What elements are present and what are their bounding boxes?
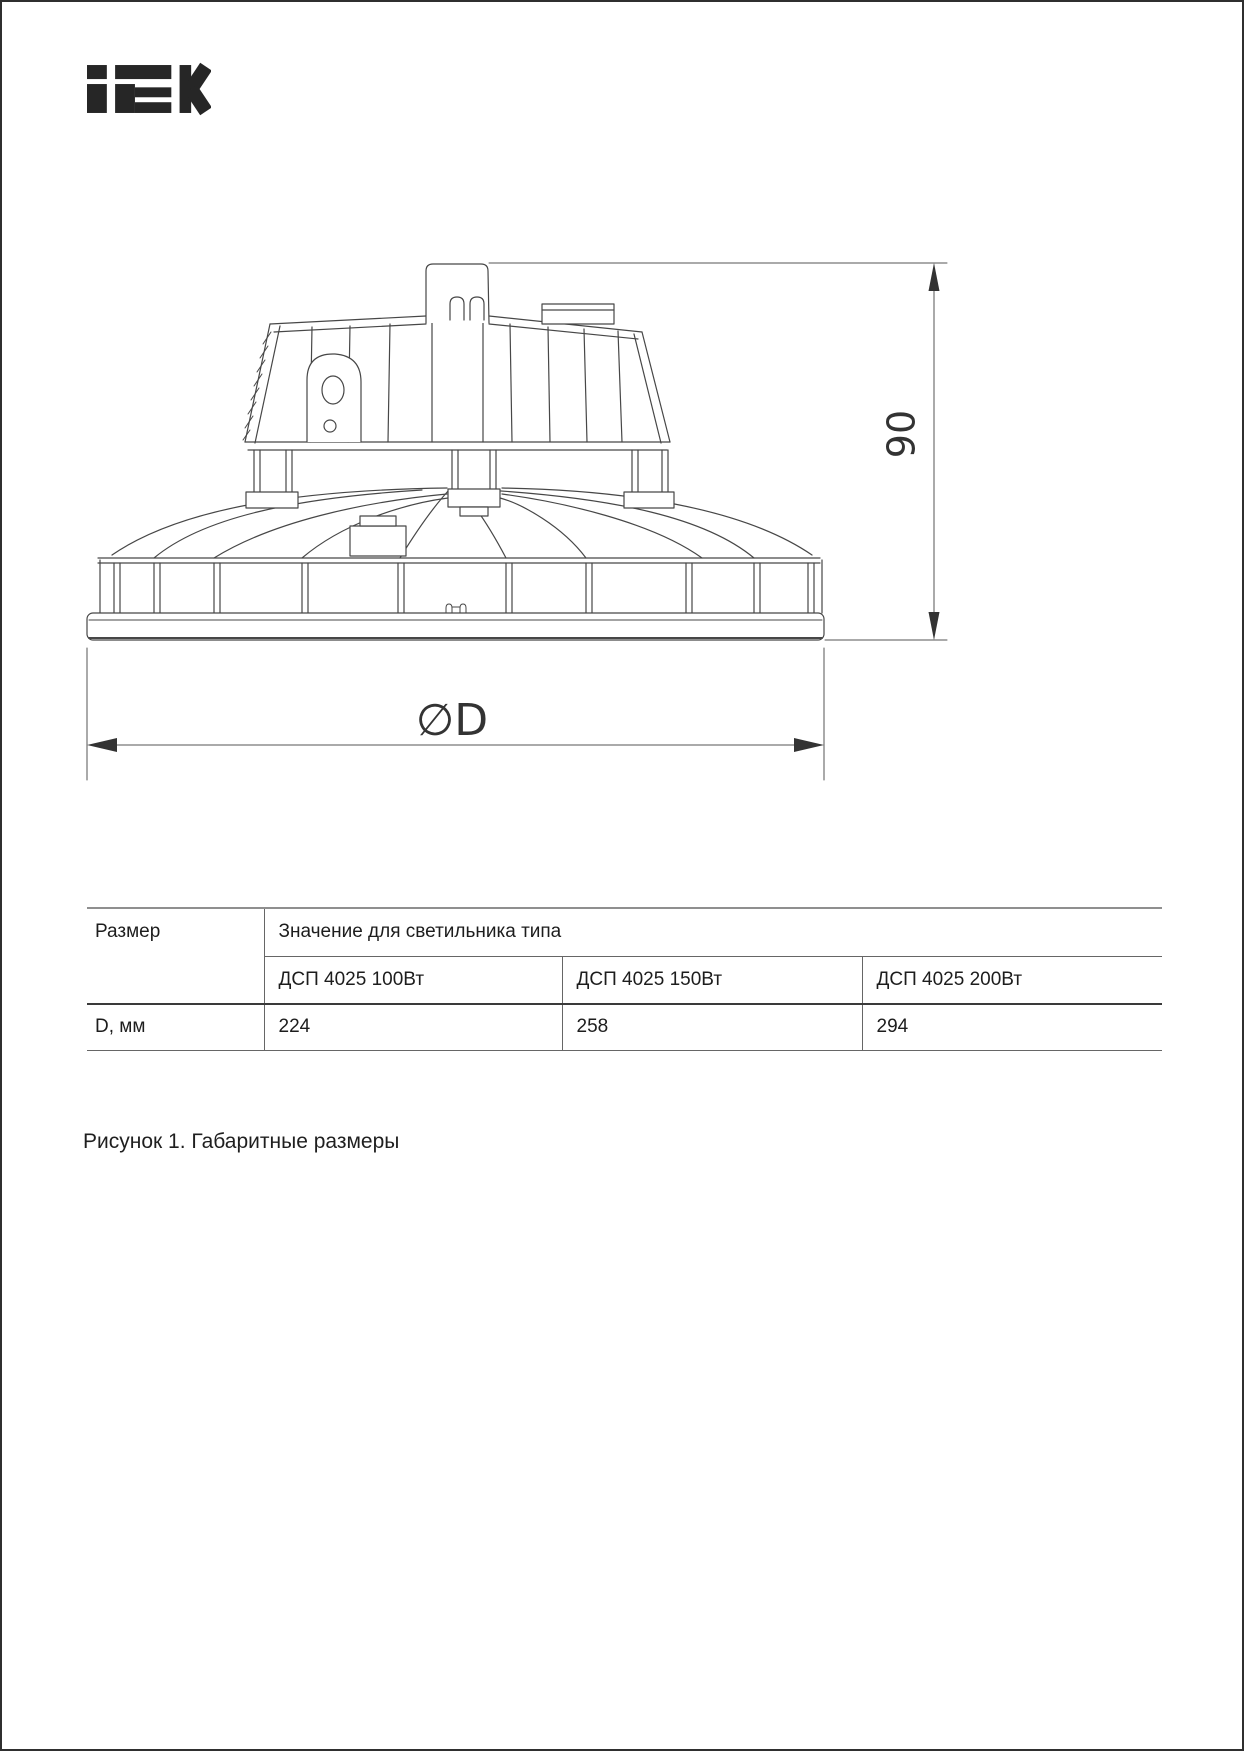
reflector-junction-box-lip — [360, 516, 396, 526]
dimension-drawing — [2, 2, 1244, 822]
housing-boss — [307, 354, 361, 442]
dimensions-table — [87, 907, 1162, 1051]
table-type-header-100w: ДСП 4025 100Вт — [264, 956, 562, 1004]
drum-fins — [114, 563, 814, 613]
table-value-100w: 224 — [264, 1004, 562, 1050]
table-size-header: Размер — [87, 908, 264, 1004]
table-type-header-150w: ДСП 4025 150Вт — [562, 956, 862, 1004]
figure-caption: Рисунок 1. Габаритные размеры — [83, 1130, 400, 1153]
flange-center-notch — [446, 604, 466, 613]
housing-left-edge — [245, 324, 280, 443]
diameter-arrow-right — [794, 738, 824, 752]
height-arrow-down — [929, 612, 940, 640]
mounting-bracket — [426, 264, 489, 323]
table-row — [87, 1004, 1162, 1050]
table-row-label: D, мм — [87, 1004, 264, 1050]
table-value-150w: 258 — [562, 1004, 862, 1050]
reflector-junction-box — [350, 526, 406, 556]
housing-right-edge — [634, 332, 670, 443]
flange-band — [87, 613, 824, 640]
diameter-arrow-left — [87, 738, 117, 752]
height-dim-label: 90 — [879, 409, 924, 459]
table-type-header-200w: ДСП 4025 200Вт — [862, 956, 1162, 1004]
housing-right-tab — [542, 304, 614, 324]
center-stem — [448, 450, 500, 516]
table-group-header: Значение для светильника типа — [264, 908, 1162, 956]
diameter-dim-label: ∅D — [415, 695, 489, 746]
neck-right-leg — [624, 450, 674, 508]
height-arrow-up — [929, 263, 940, 291]
neck-left-leg — [246, 450, 298, 508]
table-value-200w: 294 — [862, 1004, 1162, 1050]
